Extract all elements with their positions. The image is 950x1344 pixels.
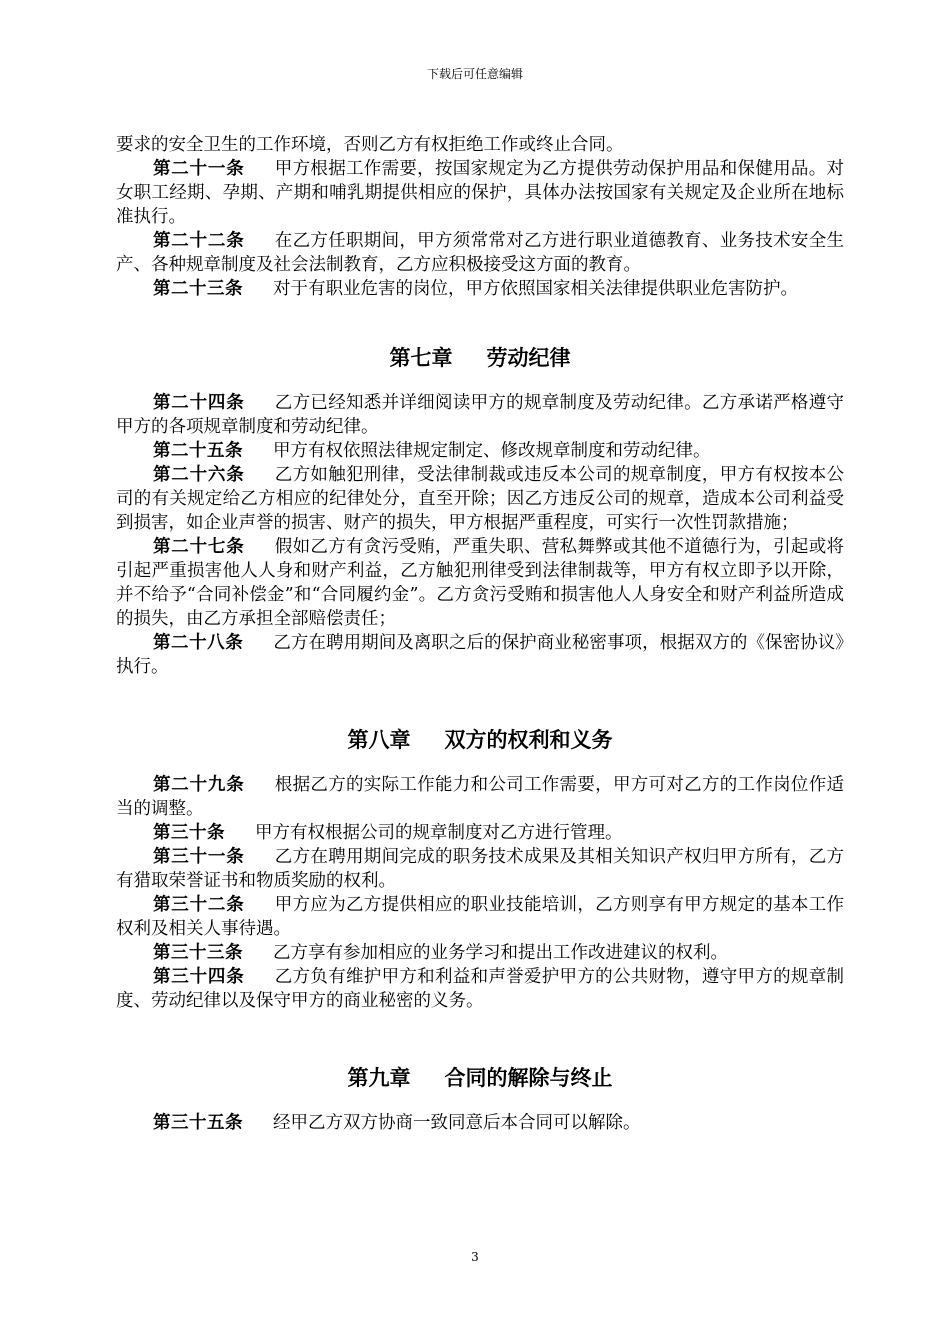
article-24 [116, 391, 844, 439]
chapter-number: 第七章 [389, 346, 453, 370]
article-label: 第二十三条 [153, 279, 243, 299]
chapter-title: 合同的解除与终止 [444, 1066, 613, 1090]
article-30 [116, 821, 844, 845]
article-label: 第二十六条 [153, 465, 245, 485]
page-header: 下载后可任意编辑 [426, 67, 523, 81]
article-31 [116, 845, 844, 893]
article-text: 乙方负有维护甲方和利益和声誉爱护甲方的公共财物，遵守甲方的规章制度、劳动纪律以及保守甲方的商业秘密的义务。 [116, 967, 845, 1011]
article-34 [116, 965, 844, 1013]
article-21 [116, 157, 844, 229]
article-label: 第三十四条 [153, 967, 245, 987]
article-label: 第三十三条 [153, 943, 243, 963]
article-text: 经甲乙方双方协商一致同意后本合同可以解除。 [273, 1113, 641, 1133]
article-label: 第二十九条 [153, 775, 245, 795]
article-text: 对于有职业危害的岗位，甲方依照国家相关法律提供职业危害防护。 [273, 279, 798, 299]
chapter-number: 第九章 [347, 1066, 411, 1090]
article-28 [116, 631, 844, 679]
chapter-7-heading [116, 344, 844, 372]
article-label: 第二十四条 [153, 393, 245, 413]
chapter-8-heading [116, 726, 844, 754]
article-text: 乙方在聘用期间及离职之后的保护商业秘密事项，根据双方的《保密协议》执行。 [116, 633, 844, 677]
article-label: 第三十五条 [153, 1113, 243, 1133]
chapter-number: 第八章 [347, 728, 411, 752]
article-32 [116, 893, 844, 941]
article-text: 甲方应为乙方提供相应的职业技能培训，乙方则享有甲方规定的基本工作权利及相关人事待遇。 [116, 895, 845, 939]
chapter-title: 劳动纪律 [486, 346, 571, 370]
article-35 [116, 1111, 844, 1135]
article-label: 第二十五条 [153, 441, 243, 461]
document-body [116, 133, 844, 1135]
chapter-9-heading [116, 1064, 844, 1092]
article-text: 假如乙方有贪污受贿，严重失职、营私舞弊或其他不道德行为，引起或将引起严重损害他人人身和财产利益，乙方触犯刑律受到法律制裁等，甲方有权立即予以开除，并不给予“合同补偿金”和“合同履约金”。乙方贪污受贿和损害他人人身安全和财产利益所造成的损失，由乙方承担全部赔偿责任； [116, 537, 845, 629]
article-26 [116, 463, 844, 535]
article-label: 第三十一条 [153, 847, 245, 867]
article-22 [116, 229, 844, 277]
article-text: 甲方有权依照法律规定制定、修改规章制度和劳动纪律。 [273, 441, 711, 461]
article-text: 乙方享有参加相应的业务学习和提出工作改进建议的权利。 [273, 943, 728, 963]
article-text: 甲方根据工作需要，按国家规定为乙方提供劳动保护用品和保健用品。对女职工经期、孕期、产期和哺乳期提供相应的保护，具体办法按国家有关规定及企业所在地标准执行。 [116, 159, 845, 227]
article-text: 乙方如触犯刑律，受法律制裁或违反本公司的规章制度，甲方有权按本公司的有关规定给乙方相应的纪律处分，直至开除；因乙方违反公司的规章，造成本公司利益受到损害，如企业声誉的损害、财产的损失，甲方根据严重程度，可实行一次性罚款措施； [116, 465, 845, 533]
chapter-title: 双方的权利和义务 [444, 728, 613, 752]
page-number: 3 [471, 1250, 479, 1264]
article-text: 甲方有权根据公司的规章制度对乙方进行管理。 [255, 823, 623, 843]
article-text: 根据乙方的实际工作能力和公司工作需要，甲方可对乙方的工作岗位作适当的调整。 [116, 775, 845, 819]
article-text: 在乙方任职期间，甲方须常常对乙方进行职业道德教育、业务技术安全生产、各种规章制度及社会法制教育，乙方应积极接受这方面的教育。 [116, 231, 845, 275]
article-label: 第二十八条 [153, 633, 244, 653]
article-label: 第二十一条 [153, 159, 245, 179]
article-text: 乙方已经知悉并详细阅读甲方的规章制度及劳动纪律。乙方承诺严格遵守甲方的各项规章制度和劳动纪律。 [116, 393, 845, 437]
paragraph-continuation: 要求的安全卫生的工作环境，否则乙方有权拒绝工作或终止合同。 [116, 135, 624, 155]
article-label: 第三十二条 [153, 895, 245, 915]
article-label: 第二十二条 [153, 231, 245, 251]
article-label: 第三十条 [153, 823, 225, 843]
article-27 [116, 535, 844, 631]
article-23 [116, 277, 844, 301]
article-25 [116, 439, 844, 463]
article-label: 第二十七条 [153, 537, 245, 557]
article-text: 乙方在聘用期间完成的职务技术成果及其相关知识产权归甲方所有，乙方有猎取荣誉证书和物质奖励的权利。 [116, 847, 845, 891]
article-29 [116, 773, 844, 821]
article-33 [116, 941, 844, 965]
